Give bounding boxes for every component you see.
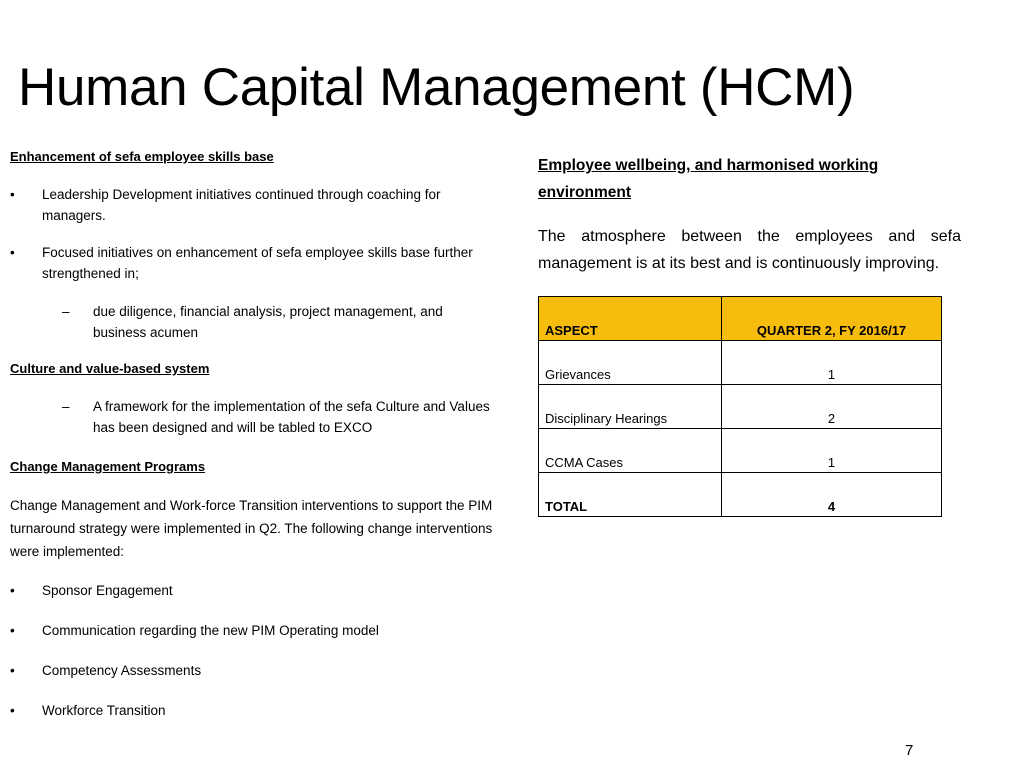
table-row [539, 429, 942, 473]
section-heading-culture: Culture and value-based system [10, 361, 210, 376]
table-row [539, 341, 942, 385]
list-item-text: Focused initiatives on enhancement of sefa employee skills base further strengthened in; [42, 245, 473, 281]
sub-list-item-text: A framework for the implementation of the sefa Culture and Values has been designed and will be tabled to EXCO [93, 399, 490, 435]
table-cell: 1 [722, 429, 942, 473]
list-item-text: Sponsor Engagement [42, 583, 173, 598]
bullet-mark: • [10, 623, 15, 638]
table-cell: 1 [722, 341, 942, 385]
header-cell-quarter: QUARTER 2, FY 2016/17 [722, 297, 942, 341]
header-cell-aspect: ASPECT [539, 297, 722, 341]
list-item-text: Workforce Transition [42, 703, 166, 718]
bullet-mark: • [10, 703, 15, 718]
dash-mark: – [62, 304, 70, 319]
table-row [539, 385, 942, 429]
total-label-cell: TOTAL [539, 473, 722, 517]
bullet-mark: • [10, 583, 15, 598]
dash-mark: – [62, 399, 70, 414]
bullet-mark: • [10, 187, 15, 202]
table-cell: Grievances [539, 341, 722, 385]
bullet-mark: • [10, 245, 15, 260]
table-cell: Disciplinary Hearings [539, 385, 722, 429]
list-item-text: Leadership Development initiatives continued through coaching for managers. [42, 187, 441, 223]
slide-title: Human Capital Management (HCM) [18, 58, 855, 117]
section-heading-skills: Enhancement of sefa employee skills base [10, 149, 274, 164]
wellbeing-heading: Employee wellbeing, and harmonised working environment [538, 157, 879, 201]
total-value-cell: 4 [722, 473, 942, 517]
page-number: 7 [905, 742, 914, 759]
table-header-row [539, 297, 942, 341]
table-cell: 2 [722, 385, 942, 429]
aspect-table [538, 296, 942, 517]
table-total-row [539, 473, 942, 517]
change-paragraph: Change Management and Work-force Transition interventions to support the PIM turnaround strategy were implemented in Q2. The following change interventions were implemented: [10, 498, 493, 559]
section-heading-change: Change Management Programs [10, 459, 206, 474]
table-cell: CCMA Cases [539, 429, 722, 473]
list-item-text: Competency Assessments [42, 663, 202, 678]
wellbeing-paragraph: The atmosphere between the employees and sefa management is at its best and is continuously improving. [538, 228, 961, 272]
bullet-mark: • [10, 663, 15, 678]
sub-list-item-text: due diligence, financial analysis, project management, and business acumen [93, 304, 443, 340]
list-item-text: Communication regarding the new PIM Operating model [42, 623, 379, 638]
